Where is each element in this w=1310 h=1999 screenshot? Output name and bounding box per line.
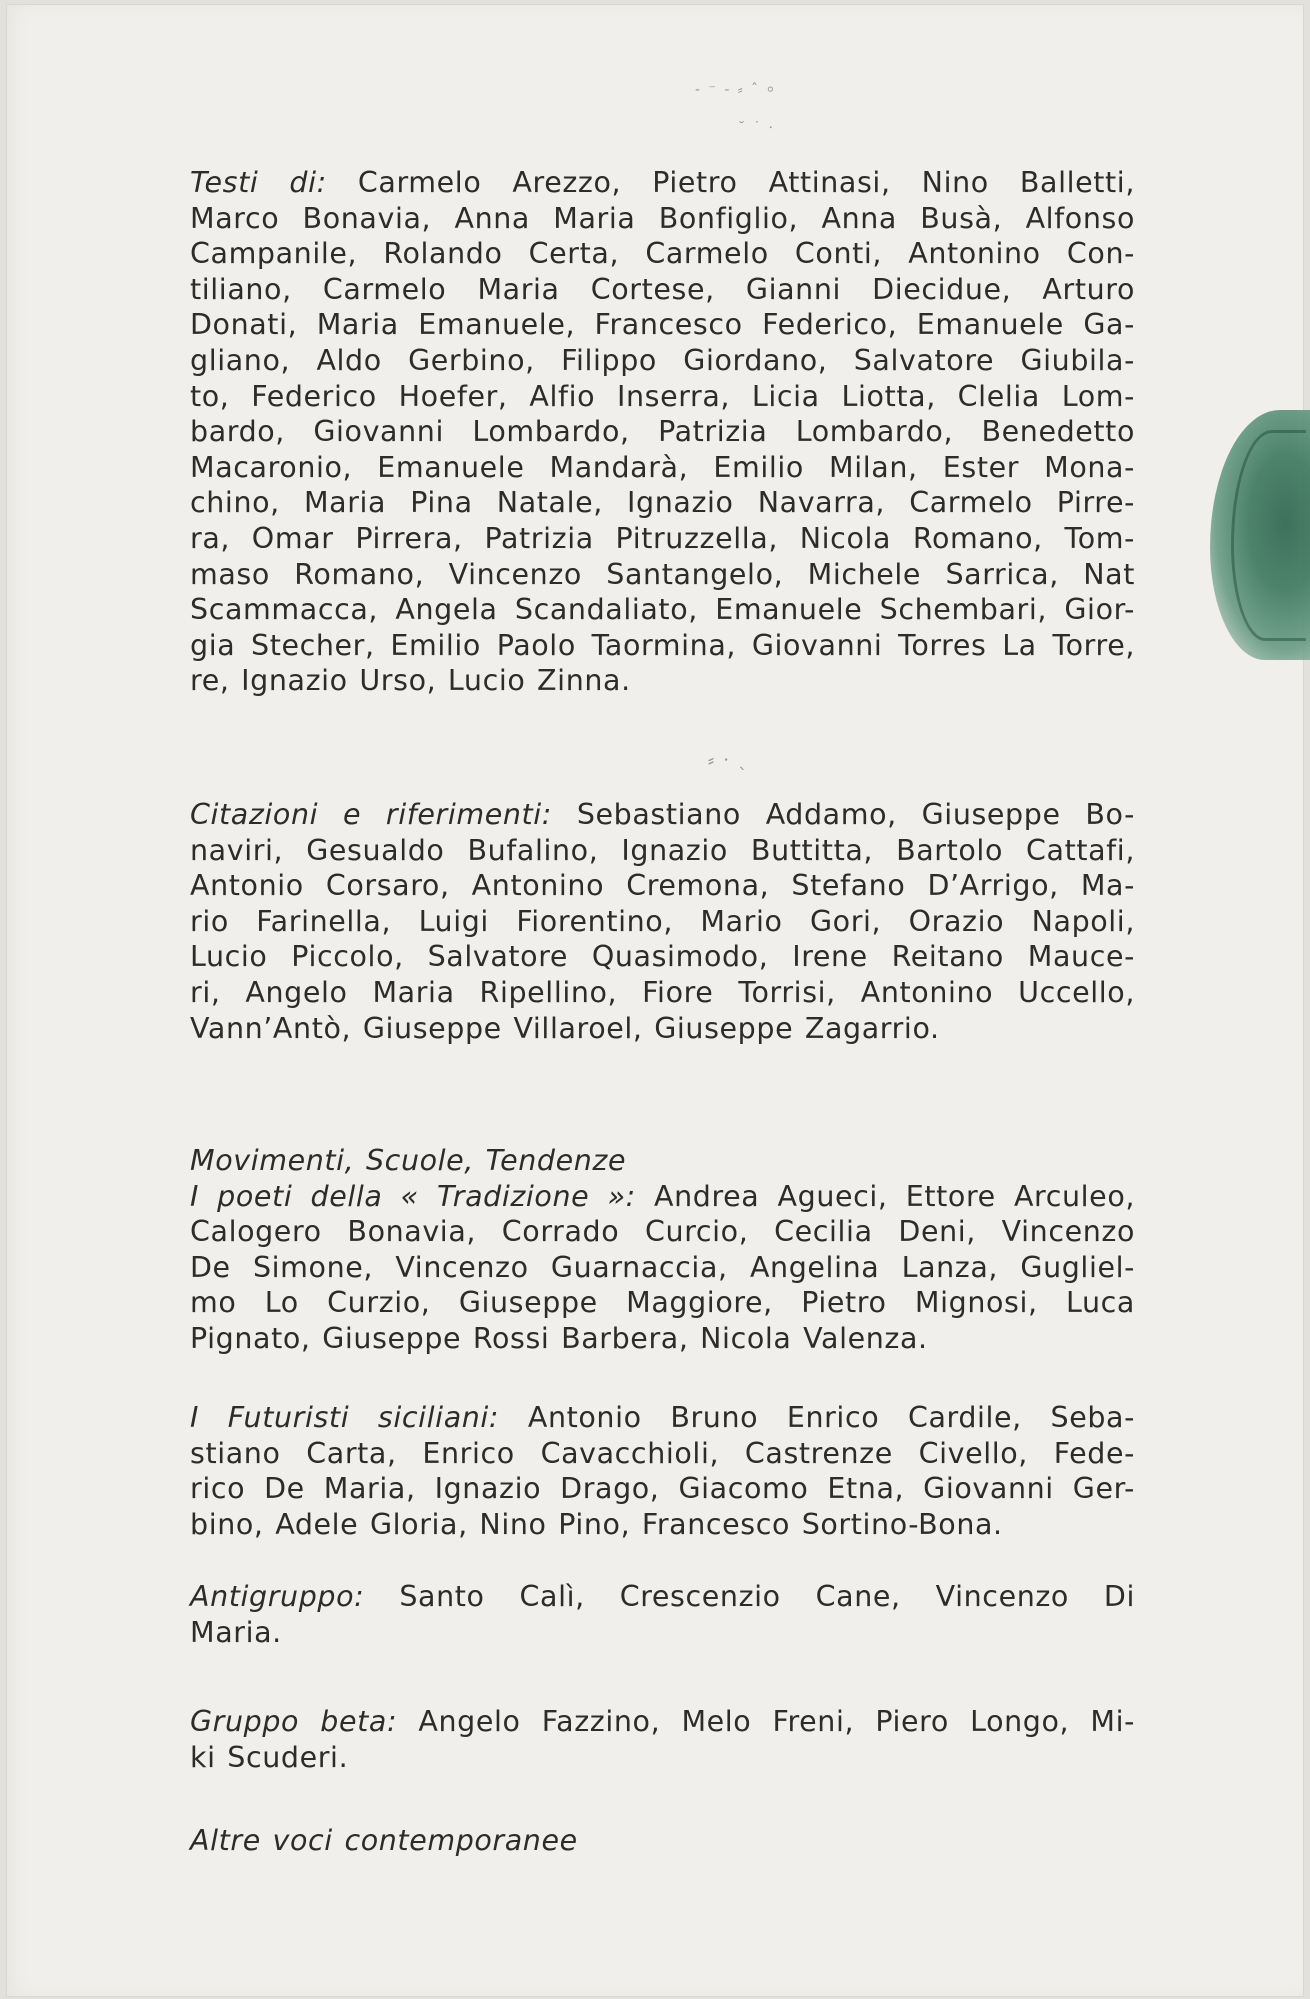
text-line: Pignato, Giuseppe Rossi Barbera, Nicola Valenza. xyxy=(190,1321,928,1355)
section-label: Antigruppo: xyxy=(190,1580,365,1613)
section-testi xyxy=(190,165,1135,699)
text-line: I poeti della « Tradizione »: Andrea Agueci, Ettore Arculeo, xyxy=(190,1179,1136,1213)
text-line: naviri, Gesualdo Bufalino, Ignazio Buttitta, Bartolo Cattafi, xyxy=(190,833,1135,867)
section-label: Testi di: xyxy=(190,166,327,199)
section-citazioni xyxy=(190,797,1135,1046)
section-label: I poeti della « Tradizione »: xyxy=(190,1179,636,1213)
text-line: ri, Angelo Maria Ripellino, Fiore Torrisi, Antonino Uccello, xyxy=(190,975,1135,1009)
text-line: Antigruppo: Santo Calì, Crescenzio Cane, Vincenzo Di xyxy=(190,1580,1135,1613)
paper-mark: ‐ ⁻ ‑ ⸗ ˆ ⸰ xyxy=(695,82,777,98)
text-line: gliano, Aldo Gerbino, Filippo Giordano, Salvatore Giubila- xyxy=(190,343,1135,377)
section-movimenti xyxy=(190,1143,1135,1357)
section-altre-voci xyxy=(190,1823,1135,1859)
text-line: Donati, Maria Emanuele, Francesco Federico, Emanuele Ga- xyxy=(190,308,1135,342)
text-line: chino, Maria Pina Natale, Ignazio Navarra, Carmelo Pirre- xyxy=(190,486,1135,520)
text-line: bardo, Giovanni Lombardo, Patrizia Lombardo, Benedetto xyxy=(190,415,1135,449)
text-line: rico De Maria, Ignazio Drago, Giacomo Etna, Giovanni Ger- xyxy=(190,1472,1135,1506)
text-line: Citazioni e riferimenti: Sebastiano Addamo, Giuseppe Bo- xyxy=(190,798,1135,831)
section-antigruppo xyxy=(190,1579,1135,1650)
text-line: Testi di: Carmelo Arezzo, Pietro Attinasi, Nino Balletti, xyxy=(190,166,1135,199)
text-line: ra, Omar Pirrera, Patrizia Pitruzzella, Nicola Romano, Tom- xyxy=(190,521,1135,555)
text-line: stiano Carta, Enrico Cavacchioli, Castrenze Civello, Fede- xyxy=(190,1436,1135,1470)
text-line: De Simone, Vincenzo Guarnaccia, Angelina Lanza, Gugliel- xyxy=(190,1250,1135,1284)
text-line: bino, Adele Gloria, Nino Pino, Francesco Sortino-Bona. xyxy=(190,1507,1003,1541)
section-label: Gruppo beta: xyxy=(190,1705,398,1738)
text-line: Gruppo beta: Angelo Fazzino, Melo Freni, Piero Longo, Mi- xyxy=(190,1705,1136,1738)
text-line: Scammacca, Angela Scandaliato, Emanuele Schembari, Gior- xyxy=(190,593,1135,627)
text-line: tiliano, Carmelo Maria Cortese, Gianni Diecidue, Arturo xyxy=(190,272,1135,306)
section-futuristi xyxy=(190,1400,1135,1542)
text-line: I Futuristi siciliani: Antonio Bruno Enrico Cardile, Seba- xyxy=(190,1401,1135,1434)
text-line: gia Stecher, Emilio Paolo Taormina, Giovanni Torres La Torre, xyxy=(190,628,1135,662)
text-line: Vann’Antò, Giuseppe Villaroel, Giuseppe Zagarrio. xyxy=(190,1011,940,1045)
text-line: Maria. xyxy=(190,1615,282,1649)
text-line: to, Federico Hoefer, Alfio Inserra, Licia Liotta, Clelia Lom- xyxy=(190,379,1135,413)
text-line: Lucio Piccolo, Salvatore Quasimodo, Irene Reitano Mauce- xyxy=(190,940,1135,974)
text-line: maso Romano, Vincenzo Santangelo, Michele Sarrica, Nat xyxy=(190,557,1135,591)
section-label: Citazioni e riferimenti: xyxy=(190,798,552,831)
section-heading: Movimenti, Scuole, Tendenze xyxy=(190,1144,627,1177)
text-line: mo Lo Curzio, Giuseppe Maggiore, Pietro Mignosi, Luca xyxy=(190,1286,1135,1320)
paper-mark: ˘ ˙ ⸱ xyxy=(738,120,775,136)
text-line: Marco Bonavia, Anna Maria Bonfiglio, Anna Busà, Alfonso xyxy=(190,201,1135,235)
text-line: ki Scuderi. xyxy=(190,1740,349,1774)
text-line: rio Farinella, Luigi Fiorentino, Mario Gori, Orazio Napoli, xyxy=(190,904,1135,938)
text-line: Macaronio, Emanuele Mandarà, Emilio Milan, Ester Mona- xyxy=(190,450,1135,484)
text-line: Antonio Corsaro, Antonino Cremona, Stefano D’Arrigo, Ma- xyxy=(190,869,1135,903)
section-gruppo-beta xyxy=(190,1704,1135,1775)
section-label: I Futuristi siciliani: xyxy=(190,1401,500,1434)
text-line: Calogero Bonavia, Corrado Curcio, Cecilia Deni, Vincenzo xyxy=(190,1215,1135,1249)
text-line: Campanile, Rolando Certa, Carmelo Conti, Antonino Con- xyxy=(190,237,1135,271)
paper-mark: ⸗ ⸱ ˎ xyxy=(708,750,750,771)
text-line: re, Ignazio Urso, Lucio Zinna. xyxy=(190,664,631,698)
section-label: Altre voci contemporanee xyxy=(190,1824,578,1857)
